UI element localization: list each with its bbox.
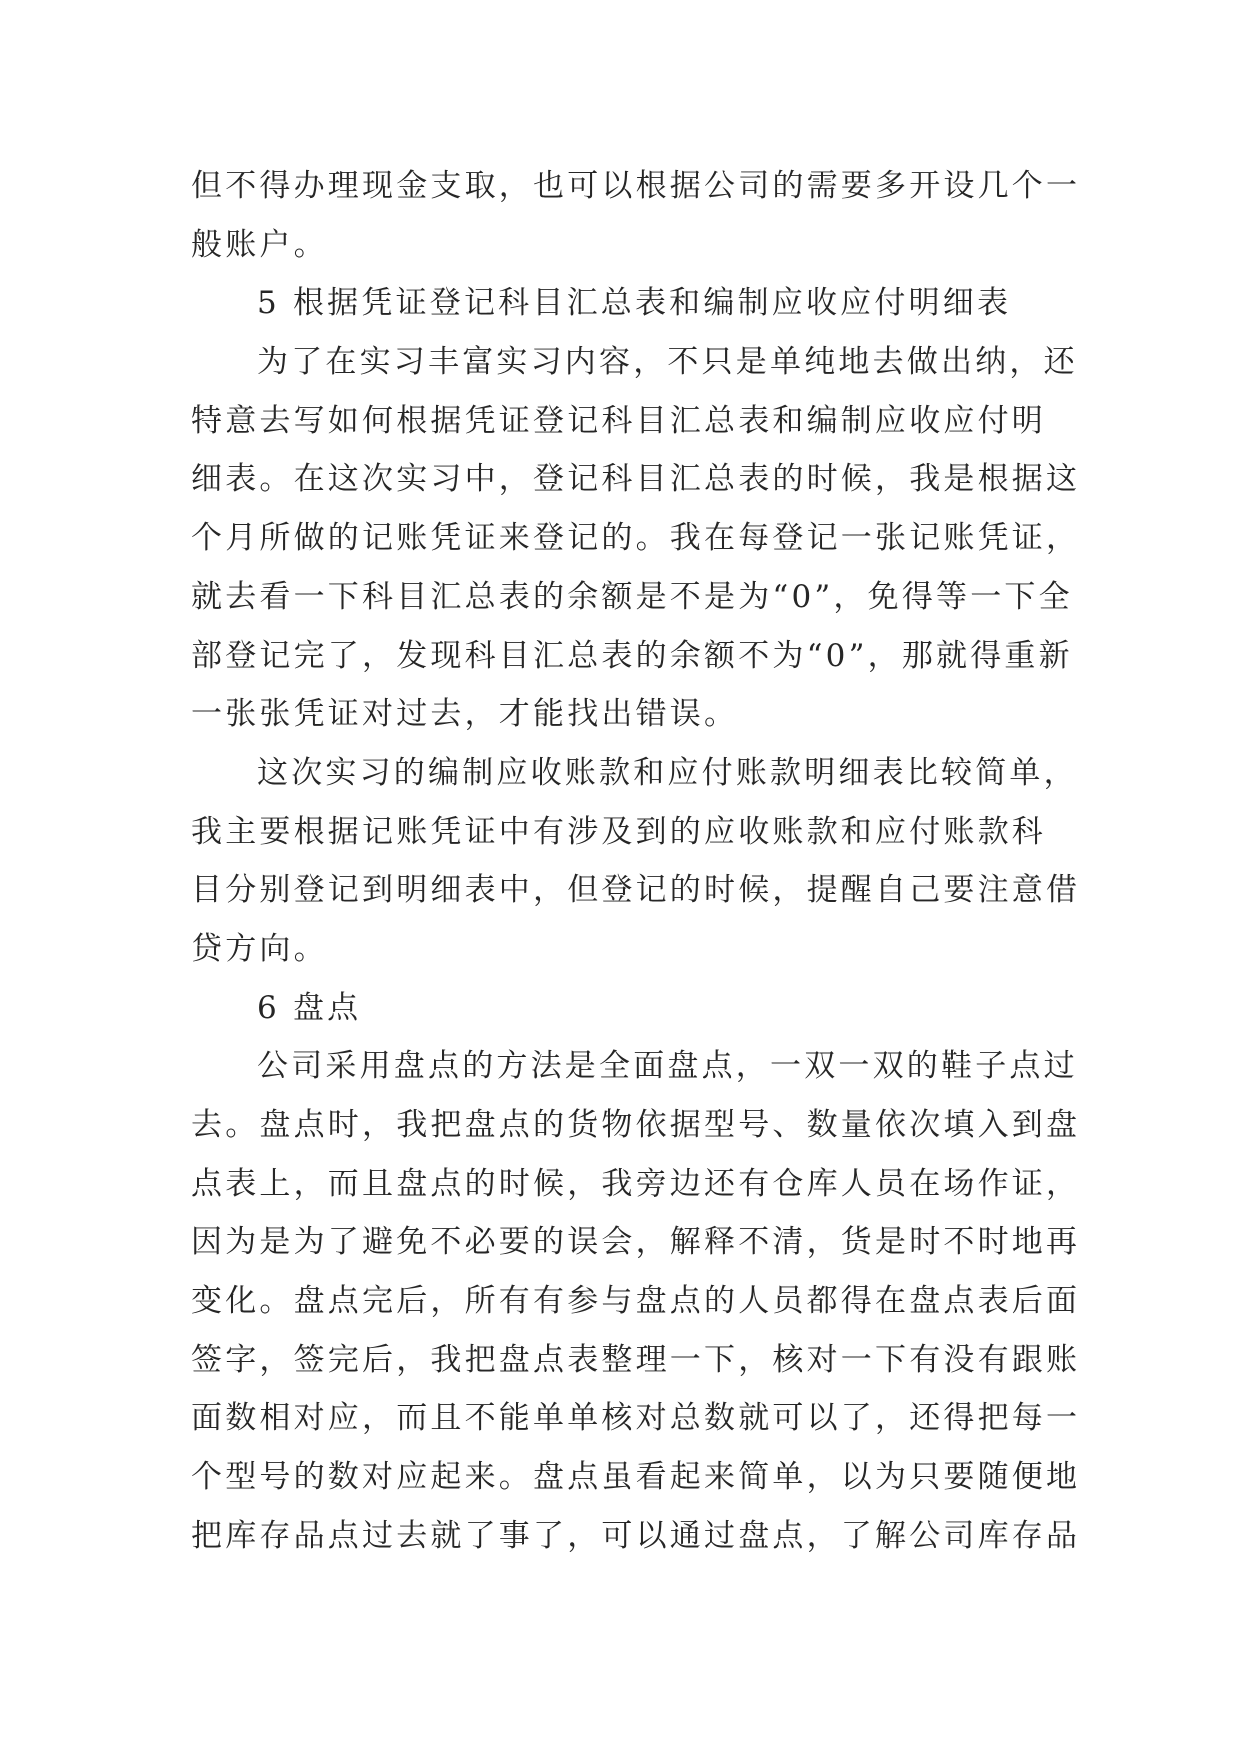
text-line: 变化。盘点完后，所有有参与盘点的人员都得在盘点表后面 [191, 1283, 1081, 1320]
text-line: 这次实习的编制应收账款和应付账款明细表比较简单， [257, 754, 1078, 791]
section-heading-6: 6 盘点 [257, 989, 362, 1026]
text-line: 因为是为了避免不必要的误会，解释不清，货是时不时地再 [191, 1224, 1081, 1261]
text-line: 我主要根据记账凭证中有涉及到的应收账款和应付账款科 [191, 813, 1046, 850]
text-line: 签字，签完后，我把盘点表整理一下，核对一下有没有跟账 [191, 1341, 1081, 1378]
text-line: 但不得办理现金支取，也可以根据公司的需要多开设几个一 [191, 168, 1081, 204]
text-line: 细表。在这次实习中，登记科目汇总表的时候，我是根据这 [191, 461, 1081, 498]
section-heading-5: 5 根据凭证登记科目汇总表和编制应收应付明细表 [257, 285, 1012, 322]
text-line: 把库存品点过去就了事了，可以通过盘点，了解公司库存品 [191, 1517, 1081, 1554]
text-line: 就去看一下科目汇总表的余额是不是为“0”，免得等一下全 [191, 578, 1073, 615]
text-line: 为了在实习丰富实习内容，不只是单纯地去做出纳，还 [257, 344, 1078, 381]
text-line: 点表上，而且盘点的时候，我旁边还有仓库人员在场作证， [191, 1165, 1081, 1202]
text-line: 去。盘点时，我把盘点的货物依据型号、数量依次填入到盘 [191, 1107, 1081, 1143]
text-line: 公司采用盘点的方法是全面盘点，一双一双的鞋子点过 [257, 1048, 1078, 1085]
text-line: 个月所做的记账凭证来登记的。我在每登记一张记账凭证， [191, 520, 1081, 557]
text-line: 面数相对应，而且不能单单核对总数就可以了，还得把每一 [191, 1400, 1081, 1437]
text-line: 贷方向。 [191, 930, 328, 967]
text-line: 特意去写如何根据凭证登记科目汇总表和编制应收应付明 [191, 402, 1046, 439]
text-line: 个型号的数对应起来。盘点虽看起来简单，以为只要随便地 [191, 1459, 1081, 1496]
text-line: 目分别登记到明细表中，但登记的时候，提醒自己要注意借 [191, 872, 1081, 909]
text-line: 部登记完了，发现科目汇总表的余额不为“0”，那就得重新 [191, 637, 1073, 674]
text-line: 一张张凭证对过去，才能找出错误。 [191, 696, 739, 733]
body-text [191, 157, 1081, 1566]
text-line: 般账户。 [191, 226, 328, 263]
